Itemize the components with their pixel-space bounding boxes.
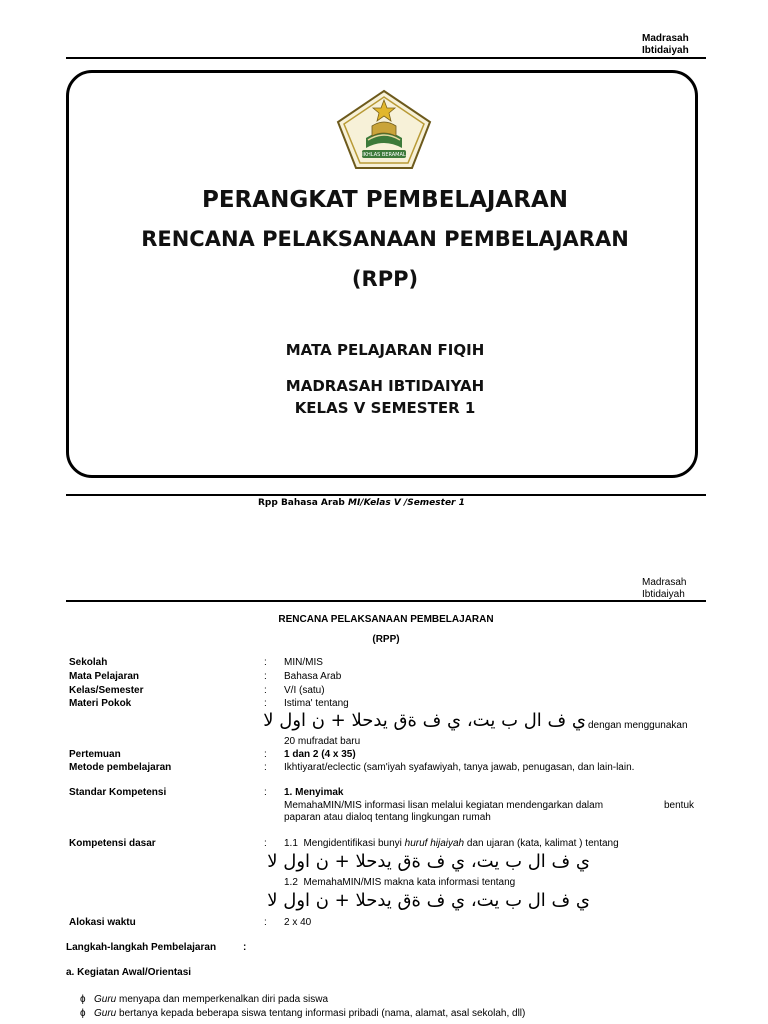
page2-header-line2: Ibtidaiyah: [642, 589, 685, 600]
label-alokasi: Alokasi waktu: [69, 917, 136, 928]
value-alokasi: 2 x 40: [284, 917, 312, 928]
kd-item1: [284, 838, 619, 849]
page2-header-rule: [66, 600, 706, 602]
value-metode: Ikhtiyarat/eclectic (sam'iyah syafawiyah, tanya jawab, penugasan, dan lain-lain.: [284, 762, 635, 773]
materi-arabic: ي ف ال ب يت، ي ف ةق يدحلا + ن اول لا: [263, 710, 586, 731]
label-sekolah: Sekolah: [69, 657, 108, 668]
colon: :: [264, 787, 267, 798]
cover-title-3: (RPP): [351, 267, 419, 291]
header-rule: [66, 57, 706, 59]
standar-text1b: bentuk: [664, 800, 695, 811]
kd-arabic-2: ي ف ال ب يت، ي ف ةق يدحلا + ن اول لا: [267, 890, 590, 911]
colon: :: [264, 671, 267, 682]
kd-item1-c: dan ujaran (kata, kalimat ) tentang: [466, 838, 619, 849]
bullet-item-1-text: menyapa dan memperkenalkan diri pada siswa: [116, 994, 329, 1005]
logo-motto: IKHLAS BERAMAL: [362, 152, 406, 158]
colon: :: [264, 838, 267, 849]
colon: :: [264, 762, 267, 773]
header-madrasah: [642, 33, 689, 57]
colon: :: [264, 917, 267, 928]
footer-suffix: MI/Kelas V /Semester 1: [348, 498, 465, 508]
colon: :: [264, 698, 267, 709]
value-mapel: Bahasa Arab: [284, 671, 342, 682]
label-metode: Metode pembelajaran: [69, 762, 172, 773]
bullet-item-2-em: Guru: [94, 1008, 117, 1019]
rpp-subtitle: (RPP): [372, 634, 400, 645]
page2-header-line1: Madrasah: [642, 577, 687, 588]
value-materi: Istima' tentang: [284, 698, 349, 709]
bullet-item-1-em: Guru: [94, 994, 117, 1005]
kd-item1-a: Mengidentifikasi bunyi: [303, 838, 402, 849]
bullet-item-2-text: bertanya kepada beberapa siswa tentang informasi pribadi (nama, alamat, asal sekolah, dll): [116, 1008, 526, 1019]
bullet-item-2: [94, 1008, 525, 1019]
materi-note: dengan menggunakan: [588, 720, 688, 731]
kd-item2-text: MemahaMIN/MIS makna kata informasi tentang: [303, 877, 516, 888]
langkah-colon: :: [243, 942, 247, 953]
cover-class: KELAS V SEMESTER 1: [294, 399, 476, 417]
footer-text: [258, 498, 465, 508]
standar-heading: 1. Menyimak: [284, 787, 344, 798]
emblem-logo: [332, 88, 436, 172]
kd-arabic-1: ي ف ال ب يت، ي ف ةق يدحلا + ن اول لا: [267, 851, 590, 872]
value-pertemuan: 1 dan 2 (4 x 35): [284, 749, 356, 760]
colon: :: [264, 657, 267, 668]
label-mapel: Mata Pelajaran: [69, 671, 140, 682]
cover-title-1: PERANGKAT PEMBELAJARAN: [201, 187, 568, 213]
standar-text1: MemahaMIN/MIS informasi lisan melalui kegiatan mendengarkan dalam: [284, 800, 604, 811]
value-kelas: V/I (satu): [284, 685, 325, 696]
kd-item2: [284, 877, 515, 888]
colon: :: [264, 749, 267, 760]
bullet-icon: ɸ: [80, 1008, 86, 1019]
colon: :: [264, 685, 267, 696]
label-materi: Materi Pokok: [69, 698, 132, 709]
cover-title-2: RENCANA PELAKSANAAN PEMBELAJARAN: [141, 227, 629, 251]
cover-subject: MATA PELAJARAN FIQIH: [285, 341, 485, 359]
label-kelas: Kelas/Semester: [69, 685, 144, 696]
value-sekolah: MIN/MIS: [284, 657, 323, 668]
materi-note2: 20 mufradat baru: [284, 736, 361, 747]
cover-school: MADRASAH IBTIDAIYAH: [285, 377, 485, 395]
kegiatan-awal: a. Kegiatan Awal/Orientasi: [66, 967, 192, 978]
label-pertemuan: Pertemuan: [69, 749, 121, 760]
langkah-label: Langkah-langkah Pembelajaran: [66, 942, 217, 953]
bullet-icon: ɸ: [80, 994, 86, 1005]
header-madrasah-line2: Ibtidaiyah: [642, 45, 689, 56]
rpp-title: RENCANA PELAKSANAAN PEMBELAJARAN: [278, 614, 494, 625]
header-madrasah-line1: Madrasah: [642, 33, 689, 44]
kd-item1-b: huruf hijaiyah: [404, 838, 465, 849]
label-standar: Standar Kompetensi: [69, 787, 167, 798]
page2-header: [642, 577, 686, 601]
footer-prefix: Rpp Bahasa Arab: [258, 498, 345, 508]
kd-item1-num: 1.1: [284, 838, 298, 849]
label-kd: Kompetensi dasar: [69, 838, 156, 849]
kd-item2-num: 1.2: [284, 877, 298, 888]
footer-rule: [66, 494, 706, 496]
standar-text2: paparan atau dialoq tentang lingkungan rumah: [284, 812, 491, 823]
bullet-item-1: [94, 994, 328, 1005]
